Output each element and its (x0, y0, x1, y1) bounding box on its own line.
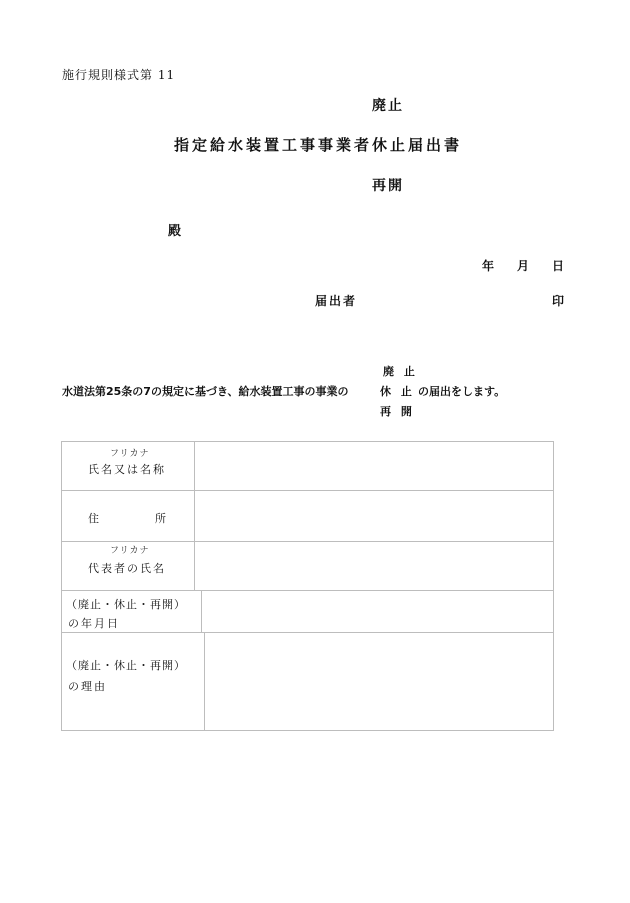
furigana-label: フリカナ (110, 546, 150, 556)
address-label-left: 住 (88, 512, 101, 525)
address-field[interactable] (195, 491, 553, 541)
reason-label-line2: の理由 (68, 680, 107, 693)
table-border-bottom (61, 730, 554, 731)
furigana-label: フリカナ (110, 449, 150, 459)
page-title: 指定給水装置工事事業者休止届出書 (174, 136, 463, 154)
representative-name-field[interactable] (195, 542, 553, 590)
statement-prefix: 水道法第25条の7の規定に基づき、給水装置工事の事業の (62, 385, 349, 398)
seal-label: 印 (552, 294, 565, 308)
date-day-label: 日 (552, 259, 565, 273)
address-label-right: 所 (155, 512, 168, 525)
form-number: 施行規則様式第 11 (62, 68, 176, 82)
name-field[interactable] (195, 442, 553, 490)
name-label: 氏名又は名称 (88, 463, 166, 476)
statement-option-abolish: 廃 止 (383, 365, 418, 378)
table-border-right (553, 441, 554, 731)
date-month-label: 月 (517, 259, 530, 273)
date-field[interactable] (202, 591, 553, 632)
reason-field[interactable] (205, 633, 553, 730)
statement-suffix: の届出をします。 (418, 385, 506, 398)
statement-option-resume: 再 開 (380, 405, 415, 418)
date-label-line1: （廃止・休止・再開） (66, 598, 186, 611)
reason-label-line1: （廃止・休止・再開） (66, 659, 186, 672)
date-year-label: 年 (482, 259, 495, 273)
representative-name-label: 代表者の氏名 (88, 562, 166, 575)
date-label-line2: の年月日 (68, 617, 120, 630)
applicant-label: 届出者 (315, 294, 358, 308)
addressee-suffix: 殿 (168, 224, 182, 239)
title-option-resume: 再開 (372, 178, 404, 194)
title-option-abolish: 廃止 (372, 98, 404, 114)
statement-option-suspend: 休 止 (380, 385, 415, 398)
table-border-left (61, 441, 62, 731)
